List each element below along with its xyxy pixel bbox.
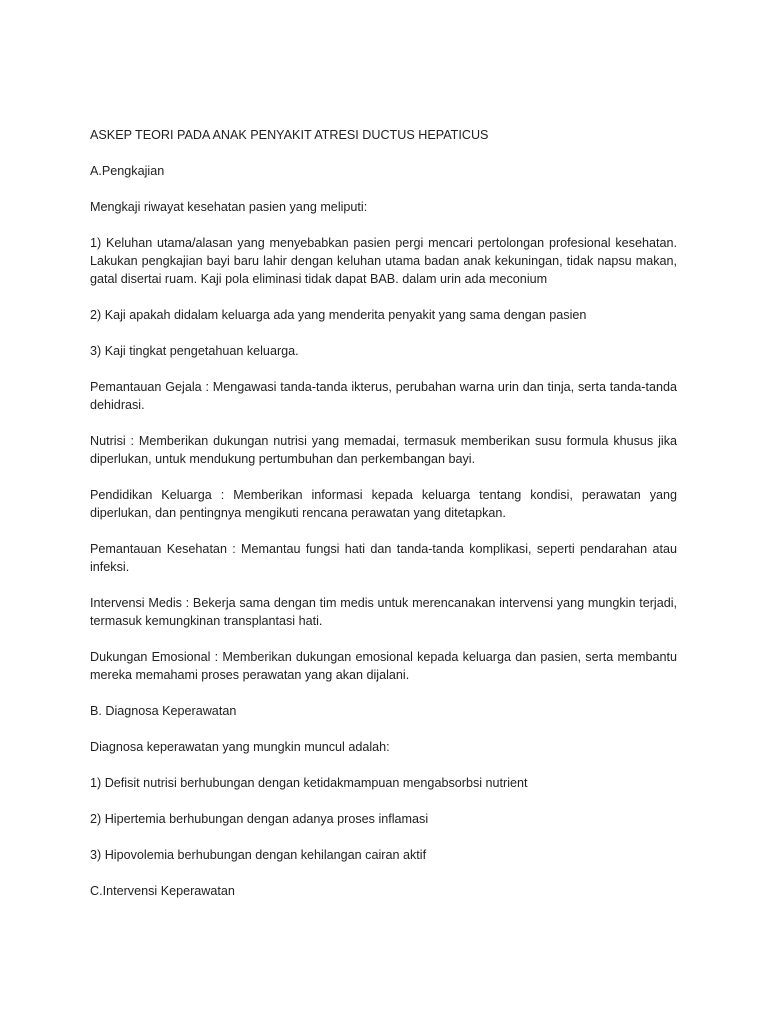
paragraph-nutrisi: Nutrisi : Memberikan dukungan nutrisi yang memadai, termasuk memberikan susu formula khusus jika diperlukan, untuk mendukung pertumbuhan dan perkembangan bayi. xyxy=(90,434,677,466)
paragraph-pemantauan-kesehatan: Pemantauan Kesehatan : Memantau fungsi hati dan tanda-tanda komplikasi, seperti pendarahan atau infeksi. xyxy=(90,542,677,574)
paragraph-pengetahuan-keluarga: 3) Kaji tingkat pengetahuan keluarga. xyxy=(90,344,299,358)
section-c-heading: C.Intervensi Keperawatan xyxy=(90,884,235,898)
document-page xyxy=(90,126,677,918)
section-b-intro: Diagnosa keperawatan yang mungkin muncul adalah: xyxy=(90,740,390,754)
paragraph-pendidikan-keluarga: Pendidikan Keluarga : Memberikan informasi kepada keluarga tentang kondisi, perawatan yang diperlukan, dan pentingnya mengikuti rencana perawatan yang ditetapkan. xyxy=(90,488,677,520)
section-a-intro: Mengkaji riwayat kesehatan pasien yang meliputi: xyxy=(90,200,368,214)
section-a-heading: A.Pengkajian xyxy=(90,164,165,178)
paragraph-keluhan-utama: 1) Keluhan utama/alasan yang menyebabkan pasien pergi mencari pertolongan profesional kesehatan. Lakukan pengkajian bayi baru lahir dengan keluhan utama badan anak kekuningan, tidak napsu makan, gatal disertai ruam. Kaji pola eliminasi tidak dapat BAB. dalam urin ada meconium xyxy=(90,236,677,286)
paragraph-riwayat-keluarga: 2) Kaji apakah didalam keluarga ada yang menderita penyakit yang sama dengan pasien xyxy=(90,308,587,322)
diagnosis-item: 1) Defisit nutrisi berhubungan dengan ketidakmampuan mengabsorbsi nutrient xyxy=(90,776,528,790)
document-title: ASKEP TEORI PADA ANAK PENYAKIT ATRESI DUCTUS HEPATICUS xyxy=(90,128,489,142)
paragraph-pemantauan-gejala: Pemantauan Gejala : Mengawasi tanda-tanda ikterus, perubahan warna urin dan tinja, serta tanda-tanda dehidrasi. xyxy=(90,380,677,412)
paragraph-dukungan-emosional: Dukungan Emosional : Memberikan dukungan emosional kepada keluarga dan pasien, serta membantu mereka memahami proses perawatan yang akan dijalani. xyxy=(90,650,677,682)
paragraph-intervensi-medis: Intervensi Medis : Bekerja sama dengan tim medis untuk merencanakan intervensi yang mungkin terjadi, termasuk kemungkinan transplantasi hati. xyxy=(90,596,677,628)
diagnosis-item: 2) Hipertemia berhubungan dengan adanya proses inflamasi xyxy=(90,812,429,826)
section-b-heading: B. Diagnosa Keperawatan xyxy=(90,704,237,718)
diagnosis-item: 3) Hipovolemia berhubungan dengan kehilangan cairan aktif xyxy=(90,848,427,862)
